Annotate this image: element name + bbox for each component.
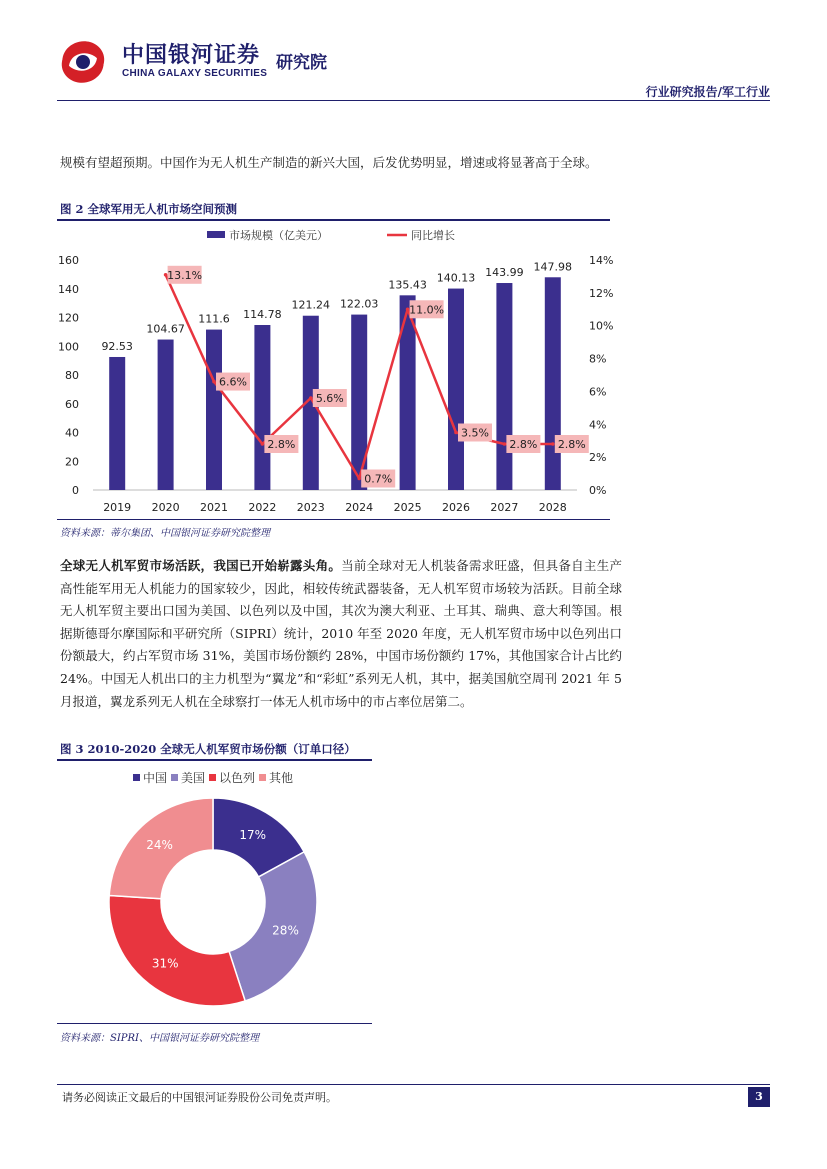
brand-name-en: CHINA GALAXY SECURITIES (122, 68, 268, 79)
legend-label-line: 同比增长 (411, 229, 455, 242)
legend-swatch-bar (207, 231, 225, 238)
growth-value-label: 2.8% (509, 438, 538, 451)
y-right-tick-label: 4% (589, 418, 607, 432)
figure-3-source: 资料来源：SIPRI、中国银河证券研究院整理 (60, 1033, 260, 1044)
header-divider (57, 100, 770, 101)
y-right-tick-label: 6% (589, 385, 607, 399)
slice-value-label: 24% (146, 838, 173, 853)
legend-label: 中国 (143, 771, 168, 785)
growth-point (503, 442, 507, 446)
figure-3-top-rule (57, 759, 372, 761)
bar-value-label: 114.78 (243, 308, 282, 322)
market-size-chart (57, 222, 614, 518)
growth-point (454, 431, 458, 435)
y-left-tick-label: 0 (72, 484, 79, 497)
y-left-tick-label: 80 (65, 369, 79, 382)
slice-value-label: 28% (272, 923, 299, 938)
x-tick-label: 2021 (200, 501, 228, 514)
donut-slice (109, 895, 245, 1006)
legend-label-bar: 市场规模（亿美元） (229, 229, 328, 242)
x-tick-label: 2022 (248, 501, 277, 514)
x-tick-label: 2023 (296, 501, 325, 514)
bar-value-label: 135.43 (388, 278, 427, 292)
growth-point (309, 396, 313, 400)
paragraph-arms-trade (60, 555, 622, 713)
bar-value-label: 140.13 (436, 271, 476, 285)
bar (109, 357, 125, 490)
growth-value-label: 0.7% (364, 472, 393, 486)
growth-point (551, 442, 555, 446)
growth-value-label: 2.8% (557, 438, 586, 451)
y-left-tick-label: 40 (65, 426, 79, 440)
slice-value-label: 31% (151, 956, 179, 971)
x-tick-label: 2025 (393, 501, 422, 514)
y-right-tick-label: 8% (589, 352, 607, 366)
figure-2-title: 图 2 全球军用无人机市场空间预测 (60, 202, 238, 216)
slice-value-label: 17% (239, 827, 267, 842)
bar-value-label: 121.24 (291, 298, 331, 312)
figure-2-source: 资料来源：蒂尔集团、中国银河证券研究院整理 (60, 528, 270, 539)
y-right-tick-label: 14% (589, 254, 614, 267)
bar-value-label: 92.53 (101, 339, 133, 353)
footer-disclaimer: 请务必阅读正文最后的中国银河证券股份公司免责声明。 (62, 1091, 337, 1104)
x-tick-label: 2019 (103, 501, 132, 514)
bar-value-label: 143.99 (485, 266, 524, 280)
y-left-tick-label: 120 (58, 311, 79, 325)
y-right-tick-label: 2% (589, 451, 607, 465)
y-right-tick-label: 0% (589, 484, 607, 497)
figure-2-bottom-rule (57, 519, 610, 520)
x-tick-label: 2026 (442, 501, 470, 514)
figure-3-title: 图 3 2010-2020 全球无人机军贸市场份额（订单口径） (60, 742, 356, 756)
y-right-tick-label: 12% (589, 286, 614, 300)
page-number: 3 (748, 1087, 770, 1107)
growth-value-label: 2.8% (267, 438, 296, 451)
legend-swatch (259, 774, 266, 781)
paragraph-body: 当前全球对无人机装备需求旺盛，但具备自主生产高性能军用无人机能力的国家较少，因此，相较传统武器装备，无人机军贸市场较为活跃。目前全球无人机军贸主要出口国为美国、以色列以及中国，其次为澳大利亚、土耳其、瑞典、意大利等国。根据斯德哥尔摩国际和平研究所（SIPRI）统计，2010 年至 2020 年度，无人机军贸市场中以色列出口份额最大，约占军贸市场 31%，美国市场份额约 28%，中国市场份额约 17%，其他国家合计占比约 24%。中国无人机出口的主力机型为“翼龙”和“彩虹”系列无人机，其中，据美国航空周刊 2021 年 5 月报道，翼龙系列无人机在全球察打一体无人机市场中的市占率位居第二。 (60, 558, 622, 709)
legend-label: 以色列 (219, 771, 256, 785)
growth-value-label: 3.5% (461, 426, 489, 440)
legend-swatch (133, 774, 140, 781)
paragraph-intro: 规模有望超预期。中国作为无人机生产制造的新兴大国，后发优势明显，增速或将显著高于全球。 (60, 155, 598, 170)
growth-value-label: 13.1% (167, 268, 203, 282)
growth-value-label: 5.6% (315, 392, 344, 405)
growth-point (261, 442, 265, 446)
figure-2-top-rule (57, 219, 610, 221)
bar (545, 277, 561, 490)
bar-value-label: 122.03 (339, 297, 379, 311)
x-tick-label: 2024 (345, 501, 374, 514)
bar-value-label: 104.67 (146, 322, 185, 336)
y-left-tick-label: 20 (65, 455, 79, 469)
bar-value-label: 111.6 (198, 312, 230, 326)
legend-swatch (171, 774, 178, 781)
brand-institute: 研究院 (276, 53, 327, 73)
bar (206, 330, 222, 490)
growth-point (357, 477, 361, 481)
y-right-tick-label: 10% (589, 319, 614, 333)
bar-value-label: 147.98 (533, 260, 573, 274)
footer-divider (57, 1084, 770, 1085)
legend-swatch (209, 774, 216, 781)
report-type: 行业研究报告/军工行业 (645, 85, 770, 99)
growth-value-label: 6.6% (219, 375, 247, 389)
bar (351, 315, 367, 490)
bar (448, 289, 464, 490)
y-left-tick-label: 100 (58, 340, 79, 354)
x-tick-label: 2027 (490, 501, 519, 514)
brand-name-cn: 中国银河证券 (122, 43, 261, 68)
y-left-tick-label: 60 (65, 397, 79, 411)
figure-3-bottom-rule (57, 1023, 372, 1024)
x-tick-label: 2028 (538, 501, 567, 514)
growth-value-label: 11.0% (409, 303, 445, 317)
y-left-tick-label: 140 (58, 282, 79, 296)
bar (496, 283, 512, 490)
legend-label: 其他 (269, 771, 294, 785)
market-share-donut-chart (57, 762, 372, 1022)
bar (254, 325, 270, 490)
legend-label: 美国 (181, 771, 206, 785)
y-left-tick-label: 160 (58, 254, 79, 267)
paragraph-lead: 全球无人机军贸市场活跃，我国已开始崭露头角。 (60, 558, 342, 573)
galaxy-logo-icon (57, 36, 109, 88)
x-tick-label: 2020 (151, 501, 180, 514)
growth-point (212, 380, 216, 384)
bar (158, 340, 174, 490)
